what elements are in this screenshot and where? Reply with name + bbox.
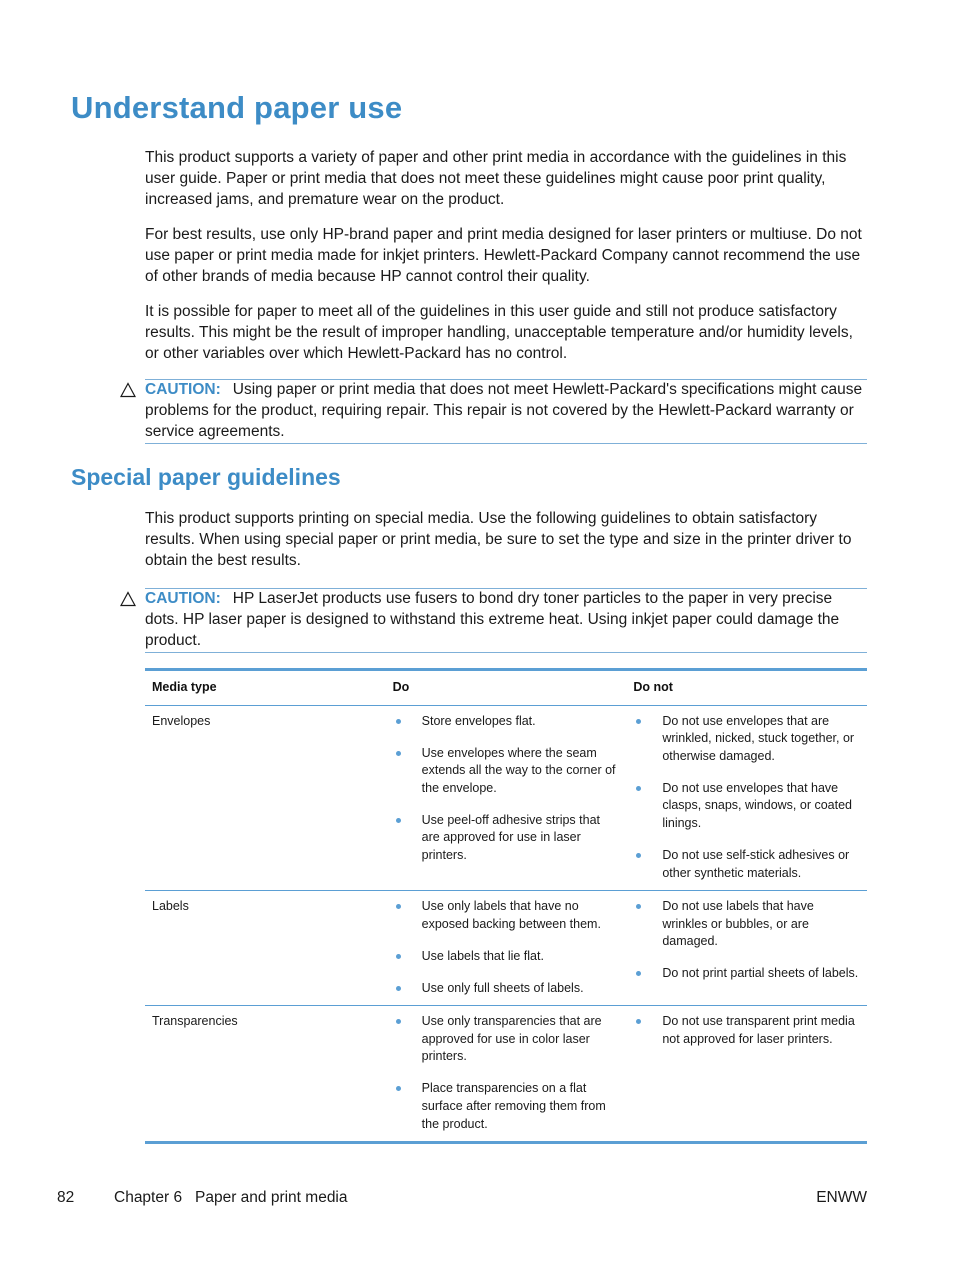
list-item: Use only labels that have no exposed backing between them. [393,898,620,933]
column-header-do-not: Do not [626,670,867,706]
intro-paragraph: This product supports a variety of paper and other print media in accordance with the guidelines in this user guide. Paper or print media that does not meet these guidelines might cause poor print quality, increased jams, and premature wear on the product. [145,149,847,208]
do-not-cell [626,705,867,891]
caution-triangle-icon [120,591,136,607]
edition-label: ENWW [816,1189,867,1206]
list-item: Do not print partial sheets of labels. [633,965,860,983]
table-row [145,891,867,1006]
column-header-media-type: Media type [145,670,386,706]
caution-label: CAUTION: [145,590,221,607]
list-item: Do not use envelopes that have clasps, snaps, windows, or coated linings. [633,780,860,833]
do-cell [386,891,627,1006]
column-header-do: Do [386,670,627,706]
media-guidelines-table [145,668,867,1144]
chapter-title: Chapter 6 Paper and print media [114,1189,348,1206]
page-title: Understand paper use [71,90,403,125]
list-item: Do not use transparent print media not approved for laser printers. [633,1013,860,1048]
list-item: Place transparencies on a flat surface after removing them from the product. [393,1080,620,1133]
list-item: Use envelopes where the seam extends all the way to the corner of the envelope. [393,745,620,798]
table-row [145,1006,867,1143]
best-results-paragraph: For best results, use only HP-brand paper and print media designed for laser printers or multiuse. Do not use paper or print media made for inkjet printers. Hewlett-Packard Company cannot recommend the use of other brands of media because HP cannot control their quality. [145,226,862,285]
special-media-paragraph: This product supports printing on special media. Use the following guidelines to obtain satisfactory results. When using special paper or print media, be sure to set the type and size in the printer driver to obtain the best results. [145,510,852,569]
caution-text: Using paper or print media that does not meet Hewlett-Packard's specifications might cause problems for the product, requiring repair. This repair is not covered by the Hewlett-Packard warranty or service agreements. [145,381,863,440]
do-not-cell [626,1006,867,1143]
caution-triangle-icon [120,382,136,398]
table-header-row [145,670,867,706]
list-item: Use only transparencies that are approved for use in color laser printers. [393,1013,620,1066]
do-not-cell [626,891,867,1006]
list-item: Do not use self-stick adhesives or other synthetic materials. [633,847,860,882]
do-cell [386,705,627,891]
page-number: 82 [57,1189,75,1206]
caution-label: CAUTION: [145,381,221,398]
media-type-cell: Labels [145,891,386,1006]
list-item: Use peel-off adhesive strips that are approved for use in laser printers. [393,812,620,865]
list-item: Do not use envelopes that are wrinkled, nicked, stuck together, or otherwise damaged. [633,713,860,766]
guidelines-paragraph: It is possible for paper to meet all of the guidelines in this user guide and still not produce satisfactory results. This might be the result of improper handling, unacceptable temperature and/or humidity levels, or other variables over which Hewlett-Packard has no control. [145,303,853,362]
media-type-cell: Transparencies [152,1014,238,1029]
section-heading: Special paper guidelines [71,464,341,490]
caution-text: HP LaserJet products use fusers to bond dry toner particles to the paper in very precise dots. HP laser paper is designed to withstand this extreme heat. Using inkjet paper could damage the product. [145,590,840,649]
list-item: Store envelopes flat. [393,713,620,731]
table-row [145,705,867,891]
list-item: Use only full sheets of labels. [393,980,620,998]
caution-note-1 [145,379,867,444]
list-item: Do not use labels that have wrinkles or bubbles, or are damaged. [633,898,860,951]
list-item: Use labels that lie flat. [393,948,620,966]
do-cell [386,1006,627,1143]
media-type-cell: Envelopes [145,705,386,891]
caution-note-2 [145,588,867,653]
